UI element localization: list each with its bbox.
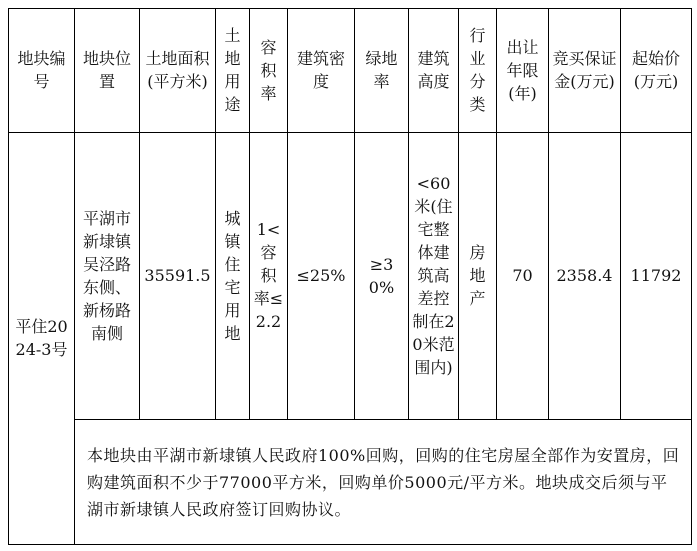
cell-green-ratio: ≥30% (355, 132, 409, 419)
cell-parcel-id: 平住2024-3号 (9, 132, 75, 544)
header-parcel-id: 地块编号 (9, 9, 75, 133)
cell-location: 平湖市新埭镇吴泾路东侧、新杨路南侧 (75, 132, 140, 419)
note-row (9, 420, 692, 545)
header-area: 土地面积(平方米) (140, 9, 216, 133)
data-row (9, 132, 692, 419)
cell-far: 1<容积率≤2.2 (250, 132, 288, 419)
cell-height: <60米(住宅整体建筑高差控制在20米范围内) (409, 132, 459, 419)
cell-area: 35591.5 (140, 132, 216, 419)
land-parcel-table-container (8, 8, 691, 545)
header-term: 出让年限(年) (497, 9, 549, 133)
header-height: 建筑高度 (409, 9, 459, 133)
cell-note: 本地块由平湖市新埭镇人民政府100%回购，回购的住宅房屋全部作为安置房，回购建筑面积不少于77000平方米，回购单价5000元/平方米。地块成交后须与平湖市新埭镇人民政府签订回购协议。 (75, 420, 692, 545)
cell-industry: 房地产 (459, 132, 497, 419)
header-density: 建筑密度 (288, 9, 355, 133)
header-row (9, 9, 692, 133)
header-industry: 行业分类 (459, 9, 497, 133)
cell-density: ≤25% (288, 132, 355, 419)
header-green-ratio: 绿地率 (355, 9, 409, 133)
land-parcel-table (8, 8, 692, 545)
header-location: 地块位置 (75, 9, 140, 133)
cell-deposit: 2358.4 (549, 132, 621, 419)
cell-land-use: 城镇住宅用地 (216, 132, 250, 419)
header-deposit: 竞买保证金(万元) (549, 9, 621, 133)
header-far: 容积率 (250, 9, 288, 133)
cell-term: 70 (497, 132, 549, 419)
cell-start-price: 11792 (621, 132, 692, 419)
header-start-price: 起始价(万元) (621, 9, 692, 133)
header-land-use: 土地用途 (216, 9, 250, 133)
